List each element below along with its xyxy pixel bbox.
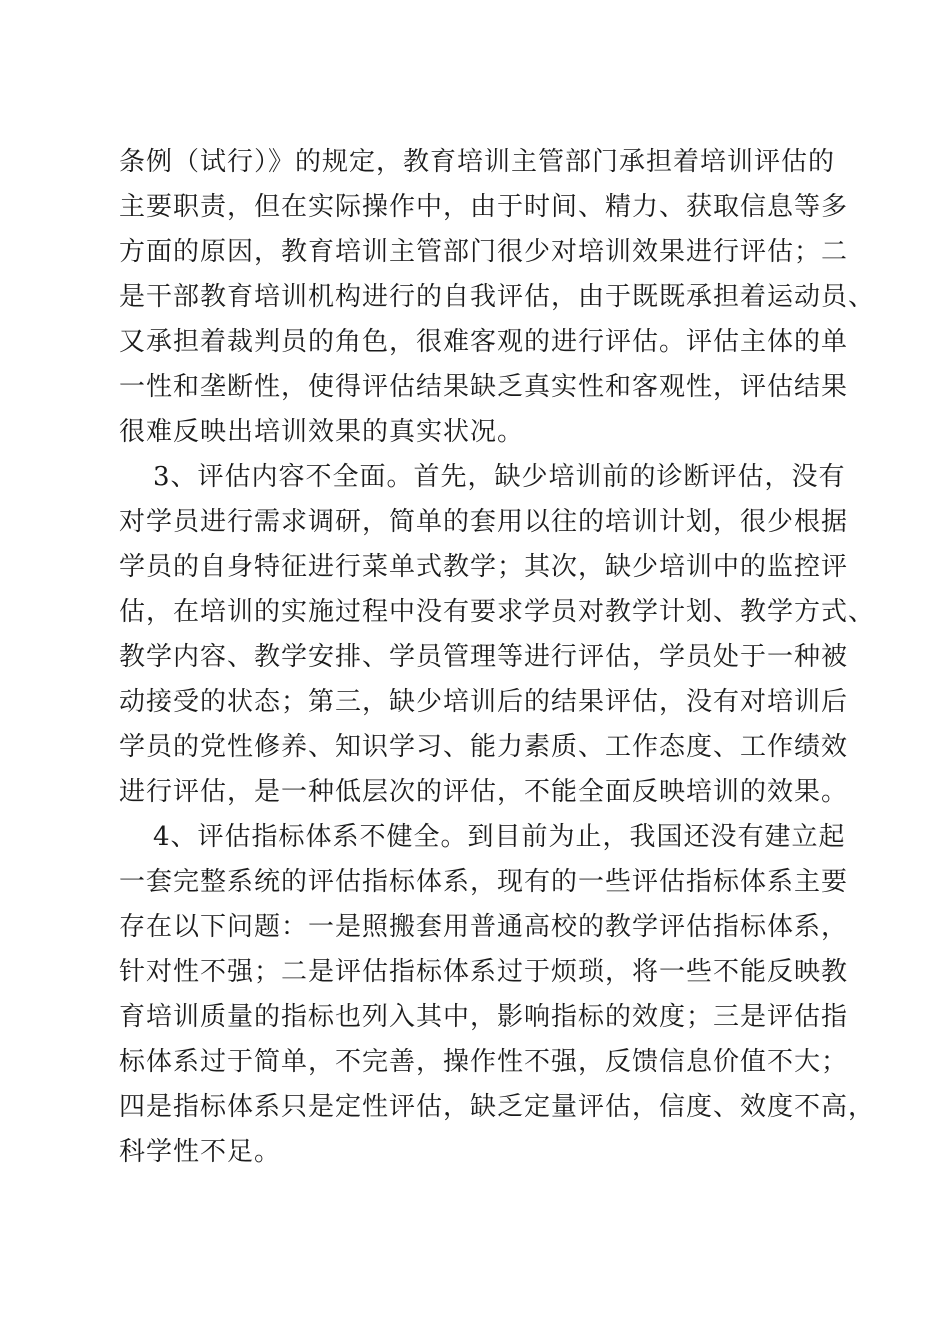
- paragraph-line: 学员的自身特征进行菜单式教学；其次，缺少培训中的监控评: [119, 552, 849, 582]
- paragraph-line: 4、评估指标体系不健全。到目前为止，我国还没有建立起: [153, 822, 846, 852]
- paragraph-line: 存在以下问题：一是照搬套用普通高校的教学评估指标体系，: [119, 912, 849, 942]
- paragraph-line: 四是指标体系只是定性评估，缺乏定量评估，信度、效度不高，: [119, 1092, 876, 1122]
- paragraph-line: 条例（试行）》的规定，教育培训主管部门承担着培训评估的: [119, 147, 836, 177]
- paragraph-line: 育培训质量的指标也列入其中，影响指标的效度；三是评估指: [119, 1002, 849, 1032]
- paragraph-line: 标体系过于简单，不完善，操作性不强，反馈信息价值不大；: [119, 1047, 849, 1077]
- paragraph-line: 又承担着裁判员的角色，很难客观的进行评估。评估主体的单: [119, 327, 849, 357]
- paragraph-line: 科学性不足。: [119, 1137, 282, 1167]
- document-body: [119, 140, 876, 1175]
- paragraph-line: 针对性不强；二是评估指标体系过于烦琐，将一些不能反映教: [119, 957, 849, 987]
- paragraph-line: 动接受的状态；第三，缺少培训后的结果评估，没有对培训后: [119, 687, 849, 717]
- paragraph-line: 3、评估内容不全面。首先，缺少培训前的诊断评估，没有: [153, 462, 846, 492]
- paragraph-line: 是干部教育培训机构进行的自我评估，由于既既承担着运动员、: [119, 282, 876, 312]
- paragraph-line: 一性和垄断性，使得评估结果缺乏真实性和客观性，评估结果: [119, 372, 849, 402]
- paragraph-line: 主要职责，但在实际操作中，由于时间、精力、获取信息等多: [119, 192, 849, 222]
- paragraph-line: 进行评估，是一种低层次的评估，不能全面反映培训的效果。: [119, 777, 849, 807]
- paragraph-line: 教学内容、教学安排、学员管理等进行评估，学员处于一种被: [119, 642, 849, 672]
- paragraph-line: 一套完整系统的评估指标体系，现有的一些评估指标体系主要: [119, 867, 849, 897]
- paragraph-line: 对学员进行需求调研，简单的套用以往的培训计划，很少根据: [119, 507, 849, 537]
- paragraph-line: 估，在培训的实施过程中没有要求学员对教学计划、教学方式、: [119, 597, 876, 627]
- paragraph-line: 很难反映出培训效果的真实状况。: [119, 417, 525, 447]
- paragraph-line: 学员的党性修养、知识学习、能力素质、工作态度、工作绩效: [119, 732, 849, 762]
- paragraph-line: 方面的原因，教育培训主管部门很少对培训效果进行评估；二: [119, 237, 849, 267]
